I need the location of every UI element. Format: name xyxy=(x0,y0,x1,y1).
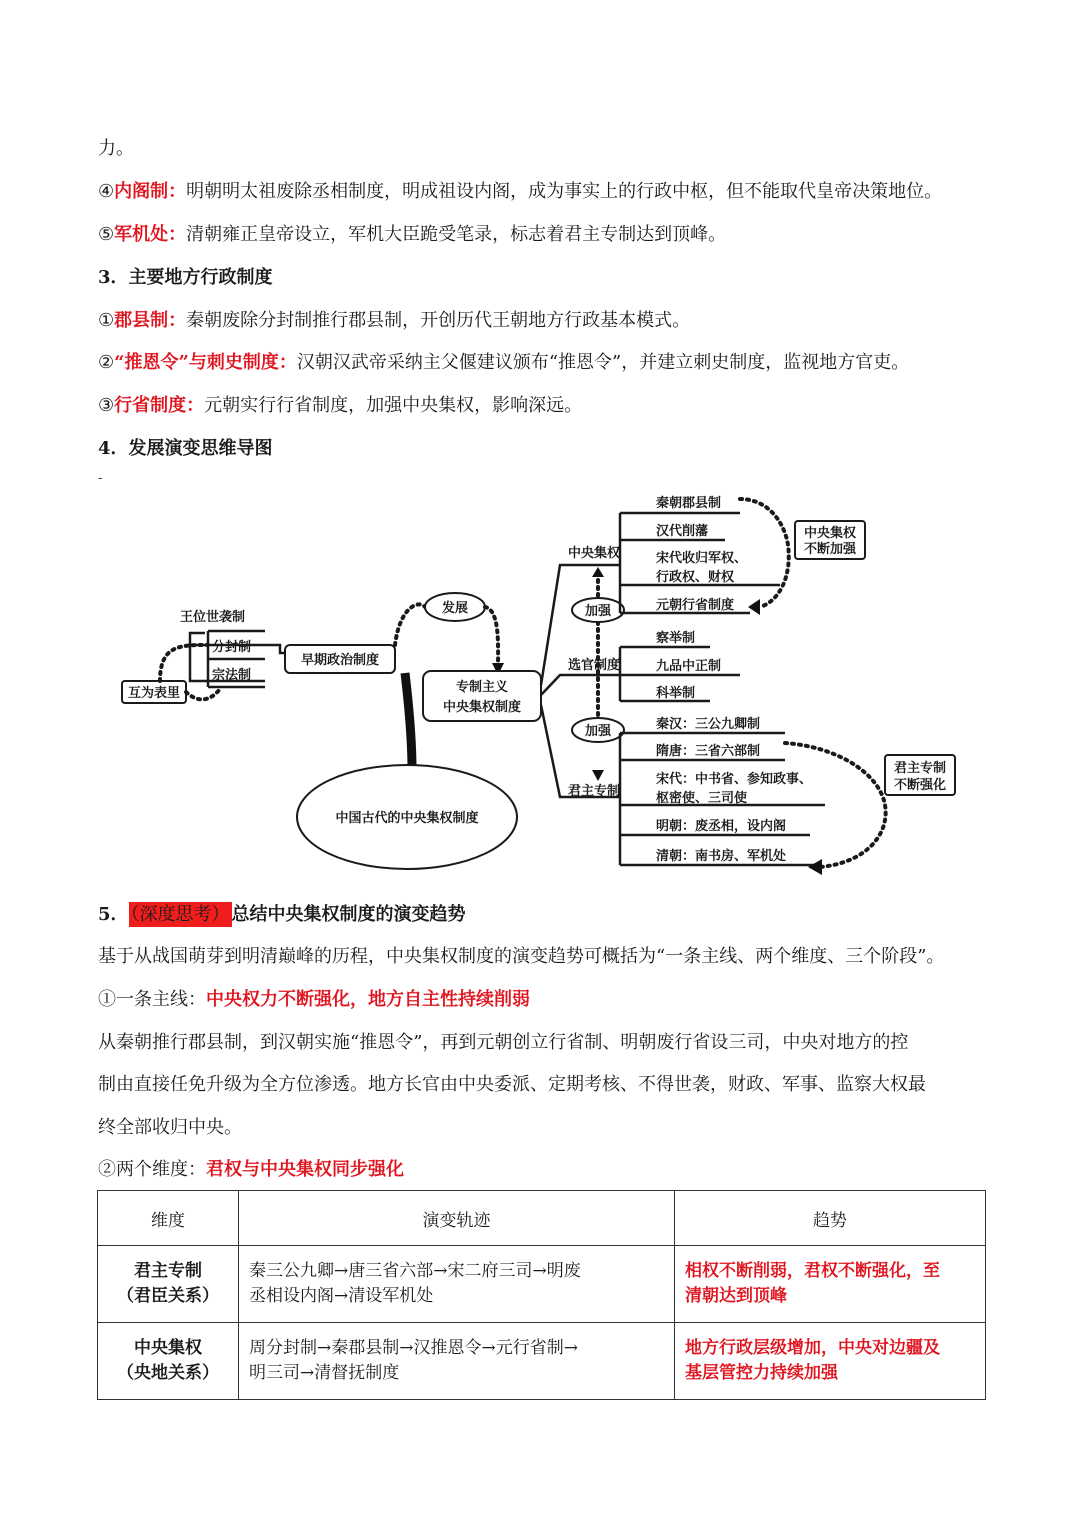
label-side2-1: 君主专制 xyxy=(893,761,947,776)
label-side2-2: 不断强化 xyxy=(893,778,947,793)
paragraph-line: 制由直接任免升级为全方位渗透。地方长官由中央委派、定期考核、不得世袭，财政、军事、监察大权最 xyxy=(98,1074,926,1095)
table-cell-track: 周分封制→秦郡县制→汉推恩令→元行省制→ 明三司→清督抚制度 xyxy=(239,1323,675,1400)
keyword: 中央权力不断强化，地方自主性持续削弱 xyxy=(206,989,530,1010)
xg-item-3: 科举制 xyxy=(656,686,696,701)
table-cell-dimension: 中央集权 （央地关系） xyxy=(98,1323,239,1400)
keyword: 君权与中央集权同步强化 xyxy=(206,1159,404,1180)
zy-item-1: 秦朝郡县制 xyxy=(656,496,722,511)
table-cell-dimension: 君主专制 （君臣关系） xyxy=(98,1246,239,1323)
highlight-tag: （深度思考） xyxy=(130,904,230,925)
label-fenfeng: 分封制 xyxy=(212,640,252,655)
paragraph-line: 终全部收归中央。 xyxy=(98,1117,242,1138)
stray-mark: - xyxy=(98,470,103,486)
table-cell-trend: 地方行政层级增加，中央对边疆及 基层管控力持续加强 xyxy=(675,1323,986,1400)
mind-map-diagram xyxy=(120,485,975,880)
item-junjichu: ⑤军机处：清朝雍正皇帝设立，军机大臣跪受笔录，标志着君主专制达到顶峰。 xyxy=(98,224,727,245)
item-tuienling: ②“推恩令”与刺史制度：汉朝汉武帝采纳主父偃建议颁布“推恩令”，并建立刺史制度，监视地方官吏。 xyxy=(98,352,910,373)
table-header-row xyxy=(98,1191,986,1246)
keyword: 内阁制： xyxy=(114,181,187,202)
label-side1-1: 中央集权 xyxy=(803,526,857,541)
item-neige: ④内阁制：明朝明太祖废除丞相制度，明成祖设内阁，成为事实上的行政中枢，但不能取代皇帝决策地位。 xyxy=(98,181,943,202)
keyword: 军机处： xyxy=(114,224,187,245)
table-cell-trend: 相权不断削弱，君权不断强化，至 清朝达到顶峰 xyxy=(675,1246,986,1323)
label-jiaqiang-1: 加强 xyxy=(584,604,612,619)
item-xingsheng: ③行省制度：元朝实行行省制度，加强中央集权，影响深远。 xyxy=(98,395,583,416)
zy-item-2: 汉代削藩 xyxy=(656,524,709,539)
paragraph-line: 从秦朝推行郡县制，到汉朝实施“推恩令”，再到元朝创立行省制、明朝废行省设三司，中央对地方的控 xyxy=(98,1032,909,1053)
table-header: 演变轨迹 xyxy=(239,1191,675,1246)
label-zhongyang: 中央集权 xyxy=(568,546,621,561)
label-junzhu: 君主专制 xyxy=(568,784,621,799)
label-center-2: 中央集权制度 xyxy=(442,700,522,715)
keyword: “推恩令”与刺史制度： xyxy=(114,352,297,373)
label-jiaqiang-2: 加强 xyxy=(584,724,612,739)
item-junxian: ①郡县制：秦朝废除分封制推行郡县制，开创历代王朝地方行政基本模式。 xyxy=(98,310,691,331)
keyword: 郡县制： xyxy=(114,310,187,331)
label-fazhan: 发展 xyxy=(441,601,469,616)
label-root: 中国古代的中央集权制度 xyxy=(335,811,479,826)
jz-item-4: 枢密使、三司使 xyxy=(656,791,748,806)
jz-item-6: 清朝：南书房、军机处 xyxy=(656,849,787,864)
jz-item-5: 明朝：废丞相，设内阁 xyxy=(656,819,787,834)
table-row xyxy=(98,1246,986,1323)
trend-table xyxy=(97,1190,986,1400)
label-wangwei: 王位世袭制 xyxy=(180,610,246,625)
zy-item-5: 元朝行省制度 xyxy=(656,598,735,613)
table-row xyxy=(98,1323,986,1400)
zy-item-3: 宋代收归军权、 xyxy=(656,551,748,566)
jz-item-2: 隋唐：三省六部制 xyxy=(656,744,761,759)
label-huwei: 互为表里 xyxy=(127,686,181,701)
xg-item-1: 察举制 xyxy=(656,631,696,646)
jz-item-1: 秦汉：三公九卿制 xyxy=(656,717,761,732)
label-zongfa: 宗法制 xyxy=(212,668,252,683)
label-xuanguan: 选官制度 xyxy=(568,658,621,673)
paragraph: 基于从战国萌芽到明清巅峰的历程，中央集权制度的演变趋势可概括为“一条主线、两个维度、三个阶段”。 xyxy=(98,946,945,967)
text-line: 力。 xyxy=(98,138,134,159)
zy-item-4: 行政权、财权 xyxy=(656,570,735,585)
section-heading-5: 5． （深度思考） 总结中央集权制度的演变趋势 xyxy=(98,904,466,925)
table-cell-track: 秦三公九卿→唐三省六部→宋二府三司→明废 丞相设内阁→清设军机处 xyxy=(239,1246,675,1323)
jz-item-3: 宋代：中书省、参知政事、 xyxy=(656,772,813,787)
label-side1-2: 不断加强 xyxy=(803,542,857,557)
point-two: ②两个维度：君权与中央集权同步强化 xyxy=(98,1159,404,1180)
keyword: 行省制度： xyxy=(114,395,205,416)
section-heading-3: 3．主要地方行政制度 xyxy=(98,267,273,288)
table-header: 趋势 xyxy=(675,1191,986,1246)
table-header: 维度 xyxy=(98,1191,239,1246)
section-heading-4: 4．发展演变思维导图 xyxy=(98,438,273,459)
label-early: 早期政治制度 xyxy=(300,653,380,668)
xg-item-2: 九品中正制 xyxy=(656,659,722,674)
point-one: ①一条主线：中央权力不断强化，地方自主性持续削弱 xyxy=(98,989,530,1010)
label-center-1: 专制主义 xyxy=(455,680,509,695)
